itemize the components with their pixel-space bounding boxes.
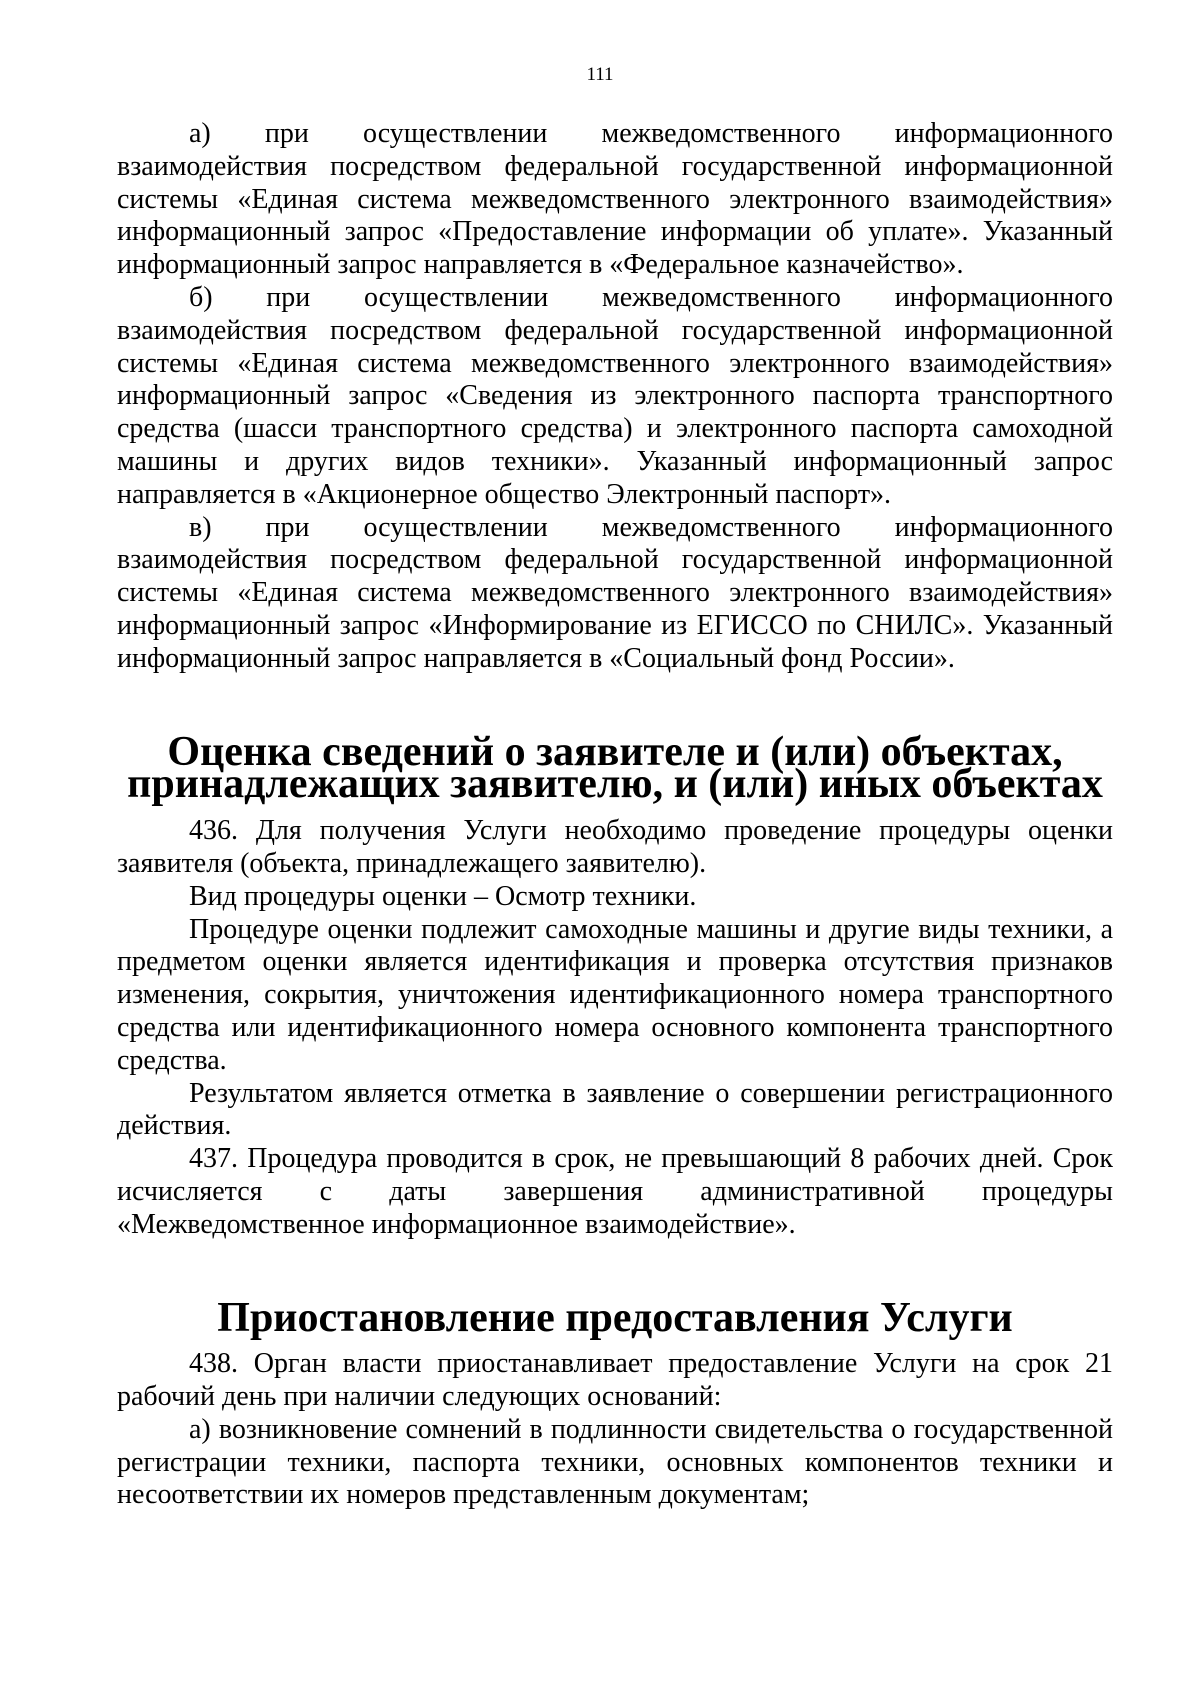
document-body <box>117 118 1113 1512</box>
paragraph-437: 437. Процедура проводится в срок, не превышающий 8 рабочих дней. Срок исчисляется с даты завершения административной процедуры «Межведомственное информационное взаимодействие». <box>117 1143 1113 1240</box>
paragraph-assessment-subject: Процедуре оценки подлежит самоходные машины и другие виды техники, а предметом оценки является идентификация и проверка отсутствия признаков изменения, сокрытия, уничтожения идентификационного номера транспортного средства или идентификационного номера основного компонента транспортного средства. <box>117 913 1113 1076</box>
paragraph-436: 436. Для получения Услуги необходимо проведение процедуры оценки заявителя (объекта, принадлежащего заявителю). <box>117 815 1113 879</box>
section-heading-suspension: Приостановление предоставления Услуги <box>217 1294 1013 1341</box>
section-heading-assessment: Оценка сведений о заявителе и (или) объектах, принадлежащих заявителю, и (или) иных объектах <box>127 728 1103 808</box>
paragraph-assessment-type: Вид процедуры оценки – Осмотр техники. <box>189 880 697 912</box>
paragraph-assessment-result: Результатом является отметка в заявление о совершении регистрационного действия. <box>117 1077 1113 1142</box>
paragraph-v-egisso-request: в) при осуществлении межведомственного информационного взаимодействия посредством федеральной государственной информационной системы «Единая система межведомственного электронного взаимодействия» информационный запрос «Информирование из ЕГИССО по СНИЛС». Указанный информационный запрос направляется в «Социальный фонд России». <box>117 511 1113 674</box>
page-number: 111 <box>586 64 614 85</box>
paragraph-438: 438. Орган власти приостанавливает предоставление Услуги на срок 21 рабочий день при наличии следующих оснований: <box>117 1348 1113 1413</box>
paragraph-a-payment-request: а) при осуществлении межведомственного информационного взаимодействия посредством федеральной государственной информационной системы «Единая система межведомственного электронного взаимодействия» информационный запрос «Предоставление информации об уплате». Указанный информационный запрос направляется в «Федеральное казначейство». <box>117 118 1113 281</box>
paragraph-a-doubts-authenticity: а) возникновение сомнений в подлинности свидетельства о государственной регистрации техники, паспорта техники, основных компонентов техники и несоответствии их номеров представленным документам; <box>117 1413 1113 1511</box>
paragraph-b-electronic-passport-request: б) при осуществлении межведомственного информационного взаимодействия посредством федеральной государственной информационной системы «Единая система межведомственного электронного взаимодействия» информационный запрос «Сведения из электронного паспорта транспортного средства (шасси транспортного средства) и электронного паспорта самоходной машины и других видов техники». Указанный информационный запрос направляется в «Акционерное общество Электронный паспорт». <box>117 281 1113 510</box>
